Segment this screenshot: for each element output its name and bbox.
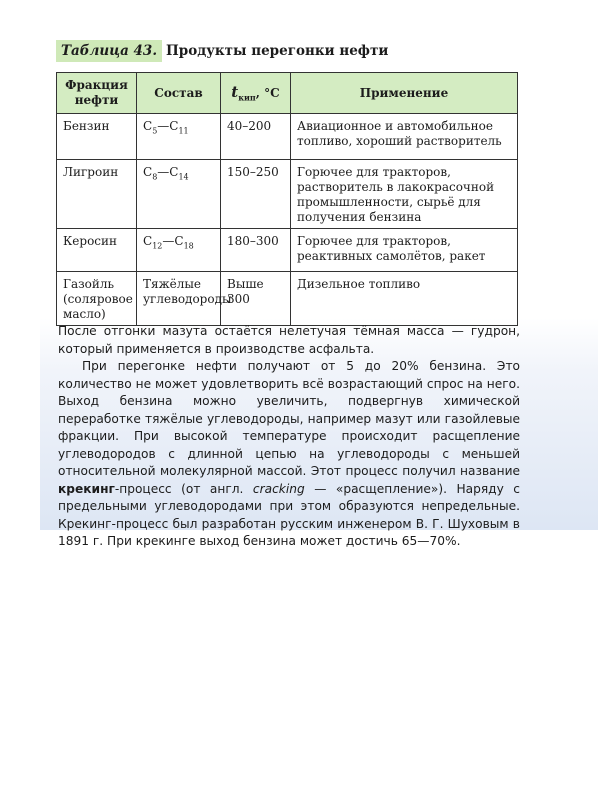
body-text	[58, 323, 520, 551]
cell-composition: $С_8—С_{14}$	[137, 160, 221, 229]
cell-fraction: Бензин	[57, 114, 137, 160]
table-caption	[56, 40, 546, 62]
table-row	[57, 272, 518, 326]
cell-temperature: 40–200	[221, 114, 291, 160]
table-number: Таблица 43.	[56, 40, 162, 62]
term-cracking-en: cracking	[252, 481, 305, 496]
cell-application: Горючее для тракторов, растворитель в лакокрасочной промышленности, сырьё для получения бензина	[291, 160, 518, 229]
paragraph-cracking: При перегонке нефти получают от 5 до 20% бензина. Это количество не может удовлетворить всё возрастающий спрос на него. Выход бензина можно увеличить, подвергнув химической переработке тяжёлые углеводороды, например мазут или газойлевые фракции. При высокой температуре происходит расщепление углеводородов с длинной цепью на углеводороды с меньшей относительной молекулярной массой. Этот процесс получил название крекинг-процесс (от англ. cracking — «расщепление»). Наряду с предельными углеводородами при этом образуются непредельные. Крекинг-процесс был разработан русским инженером В. Г. Шуховым в 1891 г. При крекинге выход бензина может достичь 65—70%.	[58, 359, 520, 548]
cell-temperature: Выше 300	[221, 272, 291, 326]
header-application: Применение	[291, 73, 518, 114]
header-fraction: Фракция нефти	[57, 73, 137, 114]
cell-composition: $С_5—С_{11}$	[137, 114, 221, 160]
cell-fraction: Керосин	[57, 229, 137, 272]
cell-fraction: Лигроин	[57, 160, 137, 229]
cell-composition: $С_{12}—С_{18}$	[137, 229, 221, 272]
paragraph-asphalt: После отгонки мазута остаётся нелетучая тёмная масса — гудрон, который применяется в производстве асфальта.	[58, 324, 520, 356]
cell-temperature: 180–300	[221, 229, 291, 272]
header-boiling-temp: $t_{кип}$, °С	[221, 73, 291, 114]
header-composition: Состав	[137, 73, 221, 114]
distillation-table	[56, 72, 518, 326]
table-row	[57, 160, 518, 229]
cell-application: Дизельное топливо	[291, 272, 518, 326]
cell-composition: Тяжёлые углеводороды	[137, 272, 221, 326]
term-cracking: крекинг	[58, 481, 115, 496]
table-title: Продукты перегонки нефти	[166, 43, 389, 59]
table-row	[57, 114, 518, 160]
cell-application: Авиационное и автомобильное топливо, хороший растворитель	[291, 114, 518, 160]
cell-application: Горючее для тракторов, реактивных самолётов, ракет	[291, 229, 518, 272]
cell-fraction: Газойль (соляровое масло)	[57, 272, 137, 326]
cell-temperature: 150–250	[221, 160, 291, 229]
table-header-row	[57, 73, 518, 114]
table-row	[57, 229, 518, 272]
